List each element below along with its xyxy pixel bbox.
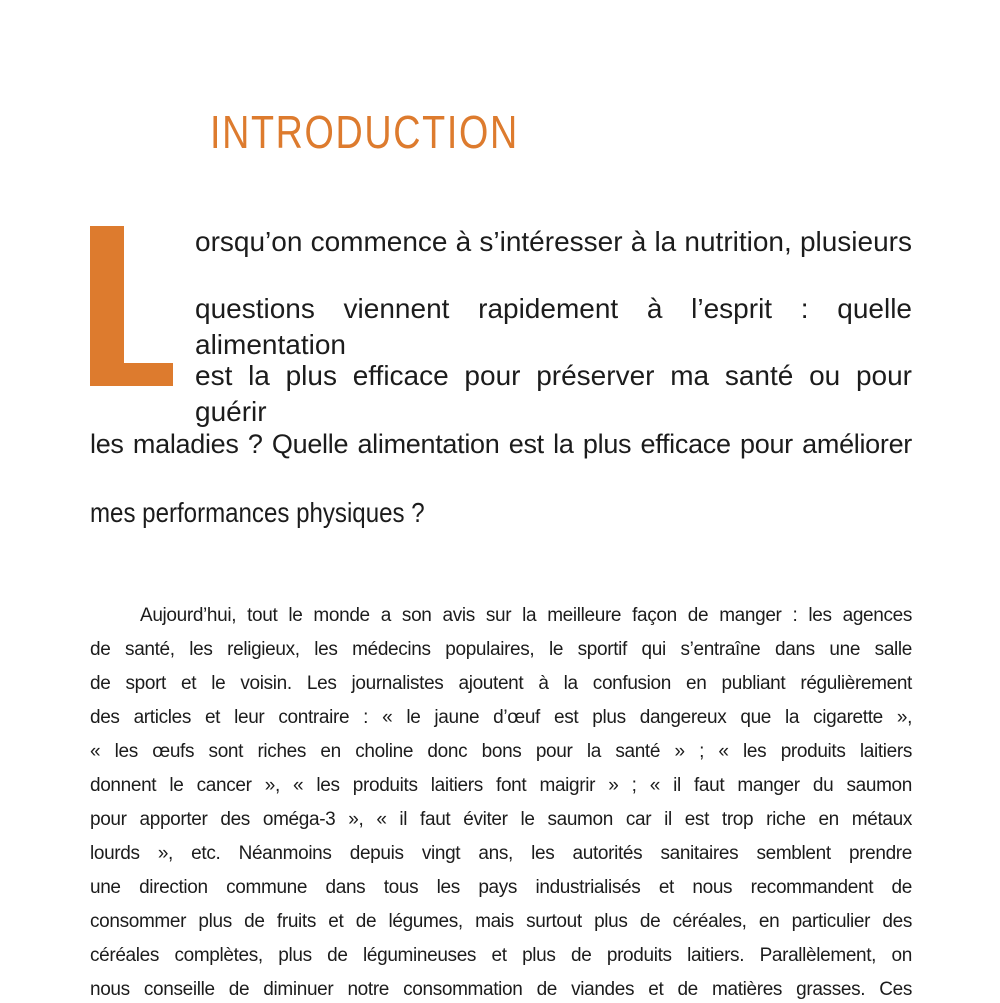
body-line: des articles et leur contraire : « le jaune d’œuf est plus dangereux que la cigarette », (90, 707, 912, 728)
lead-line: les maladies ? Quelle alimentation est la plus efficace pour améliorer (90, 429, 912, 459)
body-line: de santé, les religieux, les médecins populaires, le sportif qui s’entraîne dans une salle (90, 639, 912, 660)
body-line: Aujourd’hui, tout le monde a son avis sur la meilleure façon de manger : les agences (140, 605, 912, 626)
drop-cap-foot (90, 363, 173, 386)
body-line: consommer plus de fruits et de légumes, mais surtout plus de céréales, en particulier des (90, 911, 912, 932)
body-line: nous conseille de diminuer notre consommation de viandes et de matières grasses. Ces (90, 979, 912, 1000)
drop-cap-stem (90, 226, 124, 386)
lead-line: questions viennent rapidement à l’esprit : quelle alimentation (195, 293, 912, 360)
lead-line: orsqu’on commence à s’intéresser à la nutrition, plusieurs (195, 226, 912, 257)
body-line: lourds », etc. Néanmoins depuis vingt ans, les autorités sanitaires semblent prendre (90, 843, 912, 864)
body-line: céréales complètes, plus de légumineuses et plus de produits laitiers. Parallèlement, on (90, 945, 912, 966)
body-line: « les œufs sont riches en choline donc bons pour la santé » ; « les produits laitiers (90, 741, 912, 762)
body-line: une direction commune dans tous les pays industrialisés et nous recommandent de (90, 877, 912, 898)
chapter-title: INTRODUCTION (210, 106, 519, 158)
body-line: de sport et le voisin. Les journalistes ajoutent à la confusion en publiant régulièrement (90, 673, 912, 694)
lead-line: mes performances physiques ? (90, 497, 425, 528)
lead-line: est la plus efficace pour préserver ma santé ou pour guérir (195, 360, 912, 427)
body-line: pour apporter des oméga-3 », « il faut éviter le saumon car il est trop riche en métaux (90, 809, 912, 830)
drop-cap (90, 226, 173, 386)
body-line: donnent le cancer », « les produits laitiers font maigrir » ; « il faut manger du saumon (90, 775, 912, 796)
